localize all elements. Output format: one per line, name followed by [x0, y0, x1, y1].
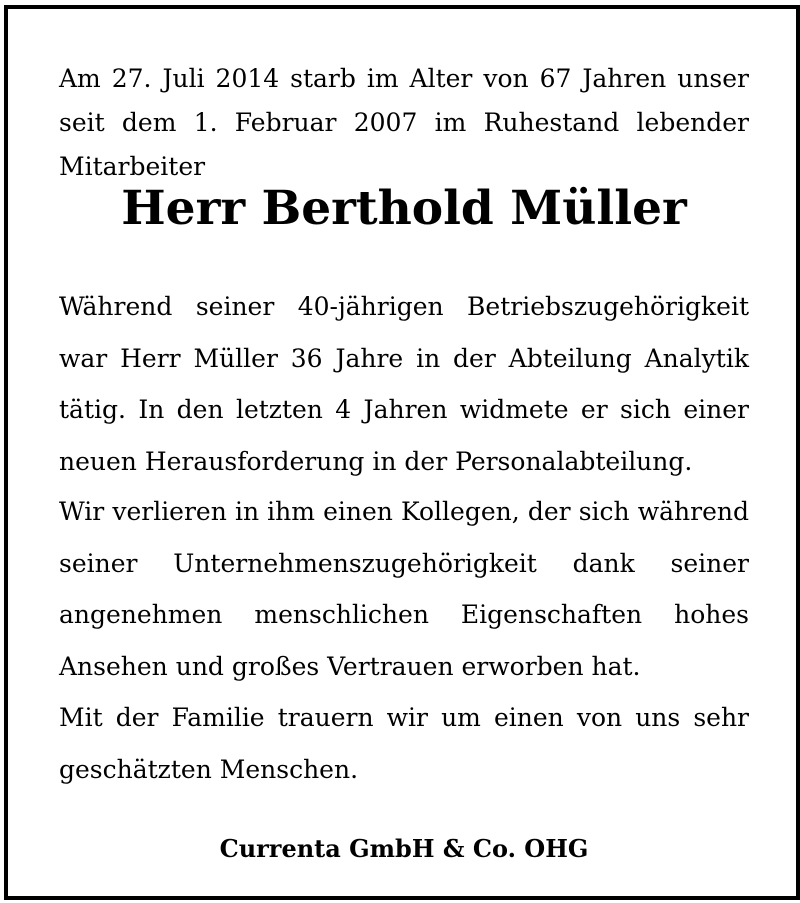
obituary-notice-frame — [4, 5, 800, 900]
intro-text: Am 27. Juli 2014 starb im Alter von 67 Jahren unser seit dem 1. Februar 2007 im Ruhestand lebender Mitarbeiter — [59, 64, 749, 181]
deceased-name-heading: Herr Berthold Müller — [121, 181, 687, 236]
tribute-paragraph: Wir verlieren in ihm einen Kollegen, der sich während seiner Unternehmenszugehörigkeit dank seiner angenehmen menschlichen Eigenschaften hohes Ansehen und großes Vertrauen erworben hat. — [59, 497, 749, 681]
career-paragraph: Während seiner 40-jährigen Betriebszugehörigkeit war Herr Müller 36 Jahre in der Abteilung Analytik tätig. In den letzten 4 Jahren widmete er sich einer neuen Herausforderung in der Personalabteilung. — [59, 292, 749, 476]
condolence-paragraph: Mit der Familie trauern wir um einen von uns sehr geschätzten Menschen. — [59, 703, 749, 784]
company-signature: Currenta GmbH & Co. OHG — [219, 834, 589, 863]
